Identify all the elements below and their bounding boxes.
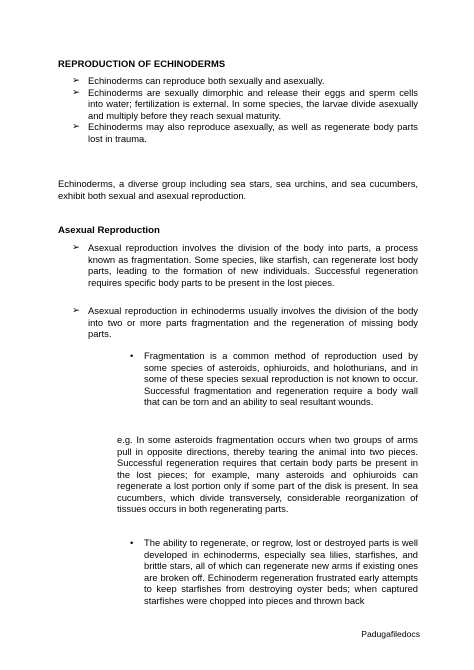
arrow-bullet-icon: ➢: [72, 86, 80, 98]
asexual-points-list-2: [72, 305, 418, 340]
list-item-text: Echinoderms may also reproduce asexually, as well as regenerate body parts lost in trauma.: [88, 121, 418, 144]
list-item: [72, 87, 418, 122]
list-item: [130, 350, 418, 408]
summary-paragraph: Echinoderms, a diverse group including sea stars, sea urchins, and sea cucumbers, exhibit both sexual and asexual reproduction.: [58, 178, 418, 201]
list-item-text: Asexual reproduction involves the division of the body into parts, a process known as fragmentation. Some species, like starfish, can regenerate lost body parts, leading to the formation of new individuals. Successful regeneration requires specific body parts to be present in the lost pieces.: [88, 242, 418, 288]
list-item: [72, 121, 418, 144]
bullet-icon: •: [130, 537, 134, 548]
bullet-icon: •: [130, 350, 134, 361]
list-item: [72, 242, 418, 288]
arrow-bullet-icon: ➢: [72, 121, 80, 132]
list-item-text: Asexual reproduction in echinoderms usually involves the division of the body into two or more parts fragmentation and the regeneration of missing body parts.: [88, 305, 418, 339]
fragmentation-block: [130, 350, 418, 408]
fragmentation-text: Fragmentation is a common method of reproduction used by some species of asteroids, ophiuroids, and holothurians, and in some of these species sexual reproduction is not known to occur. Successful fragmentation and regeneration require a body wall that can be torn and an ability to seal resultant wounds.: [144, 350, 418, 407]
list-item: [72, 305, 418, 340]
list-item-text: Echinoderms are sexually dimorphic and release their eggs and sperm cells into water; fertilization is external. In some species, the larvae divide asexually and multiply before they reach sexual maturity.: [88, 86, 418, 121]
asexual-points-list: [72, 242, 418, 288]
regeneration-text: The ability to regenerate, or regrow, lost or destroyed parts is well developed in echinoderms, especially sea lilies, starfishes, and brittle stars, all of which can regenerate new arms if existing ones are broken off. Echinoderm regeneration frustrated early attempts to keep starfishes from destroying oyster beds; when captured starfishes were chopped into pieces and thrown back: [144, 537, 418, 606]
list-item-text: Echinoderms can reproduce both sexually and asexually.: [88, 75, 325, 86]
arrow-bullet-icon: ➢: [72, 75, 80, 86]
example-paragraph: e.g. In some asteroids fragmentation occurs when two groups of arms pull in opposite directions, thereby tearing the animal into two pieces. Successful regeneration requires that certain body parts be present in the lost pieces; for example, many asteroids and ophiuroids can regenerate a lost portion only if some part of the disk is present. In sea cucumbers, which divide transversely, considerable reorganization of tissues occurs in both regenerating parts.: [117, 434, 418, 514]
page-title: REPRODUCTION OF ECHINODERMS: [58, 58, 226, 69]
arrow-bullet-icon: ➢: [72, 242, 80, 253]
intro-list: [72, 75, 418, 144]
section-heading-asexual: Asexual Reproduction: [58, 225, 160, 236]
footer-watermark: Padugafiledocs: [361, 629, 420, 639]
list-item: [130, 537, 418, 606]
arrow-bullet-icon: ➢: [72, 305, 80, 316]
list-item: [72, 75, 418, 87]
regeneration-block: [130, 537, 418, 606]
